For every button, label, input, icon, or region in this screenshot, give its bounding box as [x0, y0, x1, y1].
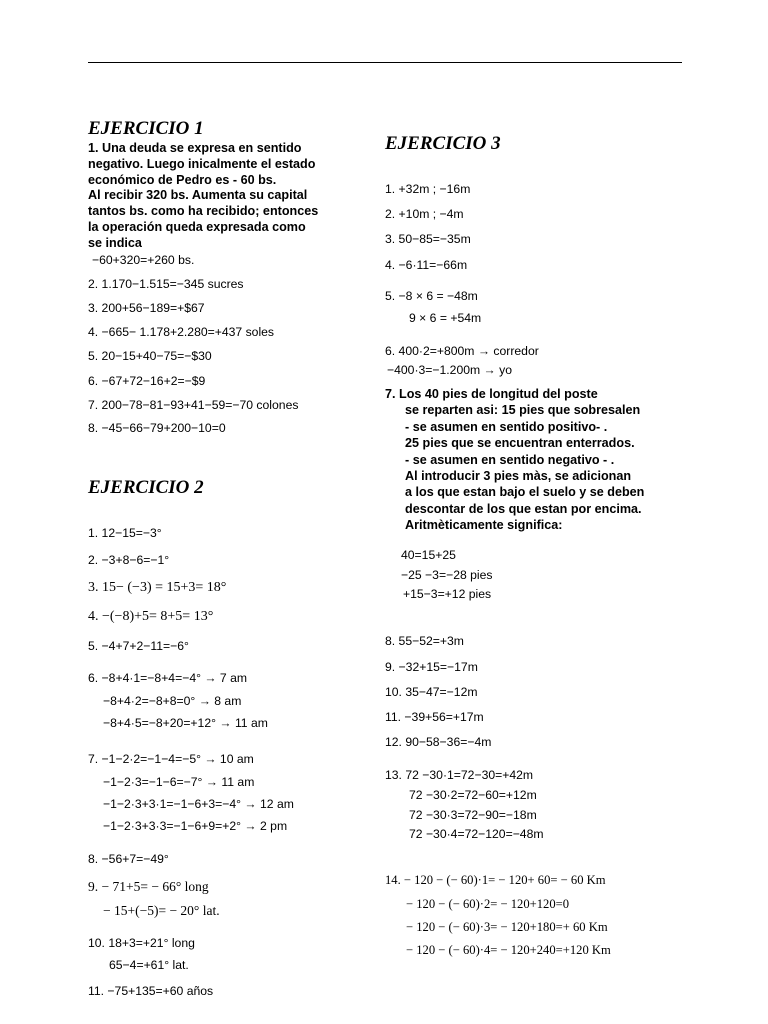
- para-line: 7. Los 40 pies de longitud del poste: [385, 387, 598, 401]
- ex3-item: 3. 50−85=−35m: [385, 232, 471, 246]
- ex3-item: 4. −6·11=−66m: [385, 258, 468, 272]
- ex3-subline: 72 −30·2=72−60=+12m: [409, 788, 537, 802]
- ex2-item: 3. 15− (−3) = 15+3= 18°: [88, 580, 227, 595]
- ex3-item: 6. 400·2=+800m → corredor: [385, 344, 539, 358]
- ex1-item: 3. 200+56−189=+$67: [88, 301, 205, 315]
- para-line: se reparten asi: 15 pies que sobresalen: [405, 403, 641, 418]
- para-line: tantos bs. como ha recibido; entonces: [88, 204, 319, 219]
- ex2-item: 8. −56+7=−49°: [88, 852, 169, 866]
- ex3-paragraph-7: [385, 386, 644, 534]
- ex2-item: 11. −75+135=+60 años: [88, 984, 214, 998]
- ex3-item: 10. 35−47=−12m: [385, 685, 478, 699]
- ex3-item: 1. +32m ; −16m: [385, 182, 471, 196]
- ex3-item: 14. − 120 − (− 60)·1= − 120+ 60= − 60 Km: [385, 873, 606, 887]
- para-line: Aritmèticamente significa:: [405, 518, 563, 533]
- ex3-item: 11. −39+56=+17m: [385, 710, 484, 724]
- para-line: económico de Pedro es - 60 bs.: [88, 172, 277, 187]
- ex1-item: 2. 1.170−1.515=−345 sucres: [88, 277, 244, 291]
- para-line: descontar de los que estan por encima.: [405, 501, 642, 516]
- ex1-item: 7. 200−78−81−93+41−59=−70 colones: [88, 398, 299, 412]
- ex2-item: 6. −8+4·1=−8+4=−4° → 7 am: [88, 671, 248, 685]
- ex2-subline: −1−2·3+3·3=−1−6+9=+2° → 2 pm: [103, 819, 288, 833]
- ejercicio-1-paragraph: [88, 141, 318, 252]
- ex1-item: 6. −67+72−16+2=−$9: [88, 374, 206, 388]
- ex2-item: 10. 18+3=+21° long: [88, 936, 195, 950]
- ex2-subline: −1−2·3=−1−6=−7° → 11 am: [103, 775, 255, 789]
- para-line: 1. Una deuda se expresa en sentido: [88, 141, 302, 155]
- ejercicio-2-title: EJERCICIO 2: [88, 477, 204, 498]
- para-line: Al introducir 3 pies màs, se adicionan: [405, 469, 632, 484]
- ex2-subline: 65−4=+61° lat.: [109, 958, 189, 972]
- para-line: se indica: [88, 235, 142, 250]
- ex3-item: 12. 90−58−36=−4m: [385, 735, 492, 749]
- ex3-subline: − 120 − (− 60)·4= − 120+240=+120 Km: [406, 943, 611, 957]
- para-line: 25 pies que se encuentran enterrados.: [405, 436, 635, 451]
- ex3-item: 13. 72 −30·1=72−30=+42m: [385, 768, 534, 782]
- ex3-item: 2. +10m ; −4m: [385, 207, 464, 221]
- ex3-subline: − 120 − (− 60)·3= − 120+180=+ 60 Km: [406, 920, 608, 934]
- ex1-result-line: −60+320=+260 bs.: [92, 253, 195, 267]
- ex3-subline: −400·3=−1.200m → yo: [387, 363, 513, 377]
- ejercicio-3-title: EJERCICIO 3: [385, 133, 501, 154]
- ex3-calc-line: 40=15+25: [401, 548, 456, 562]
- ex2-subline: − 15+(−5)= − 20° lat.: [103, 903, 220, 918]
- para-line: - se asumen en sentido negativo - .: [405, 452, 615, 467]
- ex2-subline: −1−2·3+3·1=−1−6+3=−4° → 12 am: [103, 797, 294, 811]
- para-line: Al recibir 320 bs. Aumenta su capital: [88, 188, 308, 203]
- ex2-item: 4. −(−8)+5= 8+5= 13°: [88, 609, 214, 624]
- ex3-item: 9. −32+15=−17m: [385, 660, 478, 674]
- ex3-subline: 72 −30·4=72−120=−48m: [409, 827, 544, 841]
- ex2-subline: −8+4·5=−8+20=+12° → 11 am: [103, 716, 268, 730]
- ex3-subline: − 120 − (− 60)·2= − 120+120=0: [406, 897, 570, 911]
- ex2-item: 9. − 71+5= − 66° long: [88, 879, 209, 894]
- ex2-item: 5. −4+7+2−11=−6°: [88, 639, 189, 653]
- top-rule: [88, 62, 682, 63]
- para-line: - se asumen en sentido positivo- .: [405, 419, 608, 434]
- ex2-item: 7. −1−2·2=−1−4=−5° → 10 am: [88, 752, 254, 766]
- ex1-item: 4. −665− 1.178+2.280=+437 soles: [88, 325, 275, 339]
- ex2-item: 2. −3+8−6=−1°: [88, 553, 170, 567]
- ex3-calc-line: +15−3=+12 pies: [403, 587, 492, 601]
- ex1-item: 5. 20−15+40−75=−$30: [88, 349, 212, 363]
- ex3-item: 8. 55−52=+3m: [385, 634, 464, 648]
- ex3-subline: 72 −30·3=72−90=−18m: [409, 808, 537, 822]
- para-line: a los que estan bajo el suelo y se deben: [405, 485, 645, 500]
- ex1-item: 8. −45−66−79+200−10=0: [88, 421, 226, 435]
- ex2-item: 1. 12−15=−3°: [88, 526, 162, 540]
- para-line: negativo. Luego inicalmente el estado: [88, 156, 316, 171]
- ex2-subline: −8+4·2=−8+8=0° → 8 am: [103, 694, 242, 708]
- ex3-calc-line: −25 −3=−28 pies: [401, 568, 493, 582]
- ex3-subline: 9 × 6 = +54m: [409, 311, 482, 325]
- para-line: la operación queda expresada como: [88, 219, 306, 234]
- ex3-item: 5. −8 × 6 = −48m: [385, 289, 478, 303]
- ejercicio-1-title: EJERCICIO 1: [88, 118, 204, 139]
